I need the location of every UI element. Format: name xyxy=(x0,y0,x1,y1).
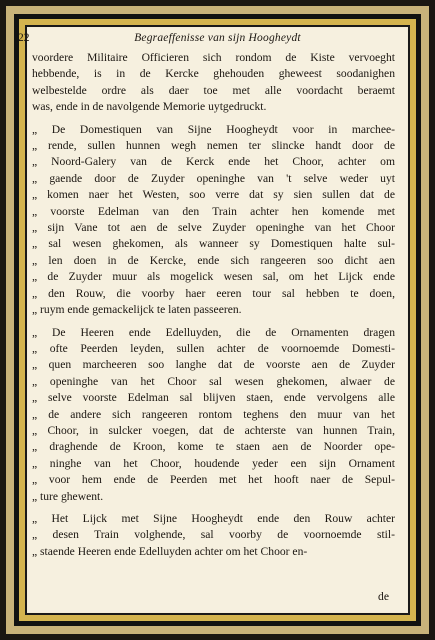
text-line: „ openinghe van het Choor sal wesen ghekomen, alwaer de xyxy=(32,374,395,388)
text-line: „ de Zuyder muur als mogelick wesen sal, om het Lijck ende xyxy=(32,270,395,284)
text-line: „ gaende door de Zuyder openinghe van 't selve weder uyt xyxy=(32,171,395,185)
text-line: „ ruym ende gemackelijck te laten passeeren. xyxy=(32,303,242,317)
text-line: „ ture ghewent. xyxy=(32,489,104,503)
text-line: „ ninghe van het Choor, houdende yeder een sijn Ornament xyxy=(32,456,395,470)
text-line: „ de andere sich rangeeren rontom teghens den muur van het xyxy=(32,407,395,421)
paragraph xyxy=(32,325,395,505)
page-number: 22 xyxy=(18,32,30,44)
text-line: „ De Domestiquen van Sijne Hoogheydt voor in marchee- xyxy=(32,122,395,136)
text-line: was, ende in de navolgende Memorie uytgedruckt. xyxy=(32,100,267,114)
text-line: welbestelde ordre als daer toe met alle voordacht beraemt xyxy=(32,83,395,97)
body-text xyxy=(32,50,395,560)
text-line: „ staende Heeren ende Edelluyden achter om het Choor en- xyxy=(32,544,308,558)
paragraph xyxy=(32,511,395,560)
text-line: „ draghende de Kroon, kome te staen aen de Noorder ope- xyxy=(32,440,395,454)
text-line: „ Het Lijck met Sijne Hoogheydt ende den Rouw achter xyxy=(32,511,395,525)
text-line: „ desen Train volghende, sal voorby de voornoemde stil- xyxy=(32,528,395,542)
text-line: „ De Heeren ende Edelluyden, die de Ornamenten dragen xyxy=(32,325,395,339)
text-line: „ sal wesen ghekomen, als wanneer sy Domestiquen halte sul- xyxy=(32,237,395,251)
text-line: „ len doen in de Kercke, ende sich rangeeren soo dicht aen xyxy=(32,253,395,267)
text-line: „ komen naer het Westen, soo verre dat sy sien sullen dat de xyxy=(32,188,395,202)
text-line: „ selve voorste Edelman sal blijven staen, ende vervolgens alle xyxy=(32,391,395,405)
paragraph xyxy=(32,50,395,116)
text-line: „ voorste Edelman van den Train achter hen komende met xyxy=(32,204,395,218)
text-line: „ Noord-Galery van de Kerck ende het Choor, achter om xyxy=(32,155,395,169)
text-line: voordere Militaire Officieren sich rondom de Kiste vervoeght xyxy=(32,51,395,64)
catchword: de xyxy=(378,590,389,603)
text-line: „ voor hem ende de Peerden met het hooft naer de Sepul- xyxy=(32,473,395,487)
text-line: „ rende, sullen hunnen wegh nemen ter slincke handt door de xyxy=(32,139,395,153)
text-line: „ den Rouw, die voorby haer eeren tour sal hebben te doen, xyxy=(32,286,395,300)
page-header xyxy=(18,32,417,48)
text-line: hebbende, is in de Kercke ghehouden gheweest soodanighen xyxy=(32,67,395,81)
text-line: „ ofte Peerden leyden, sullen achter de voornoemde Domesti- xyxy=(32,341,395,355)
text-line: „ Choor, in sulcker voegen, dat de achterste van hunnen Train, xyxy=(32,423,395,437)
text-line: „ sijn Vane tot aen de selve Zuyder openinghe van het Choor xyxy=(32,221,395,235)
paragraph xyxy=(32,122,395,319)
text-line: „ quen marcheeren soo langhe dat de voorste aen de Zuyder xyxy=(32,358,395,372)
running-head: Begraeffenisse van sijn Hoogheydt xyxy=(134,32,301,44)
